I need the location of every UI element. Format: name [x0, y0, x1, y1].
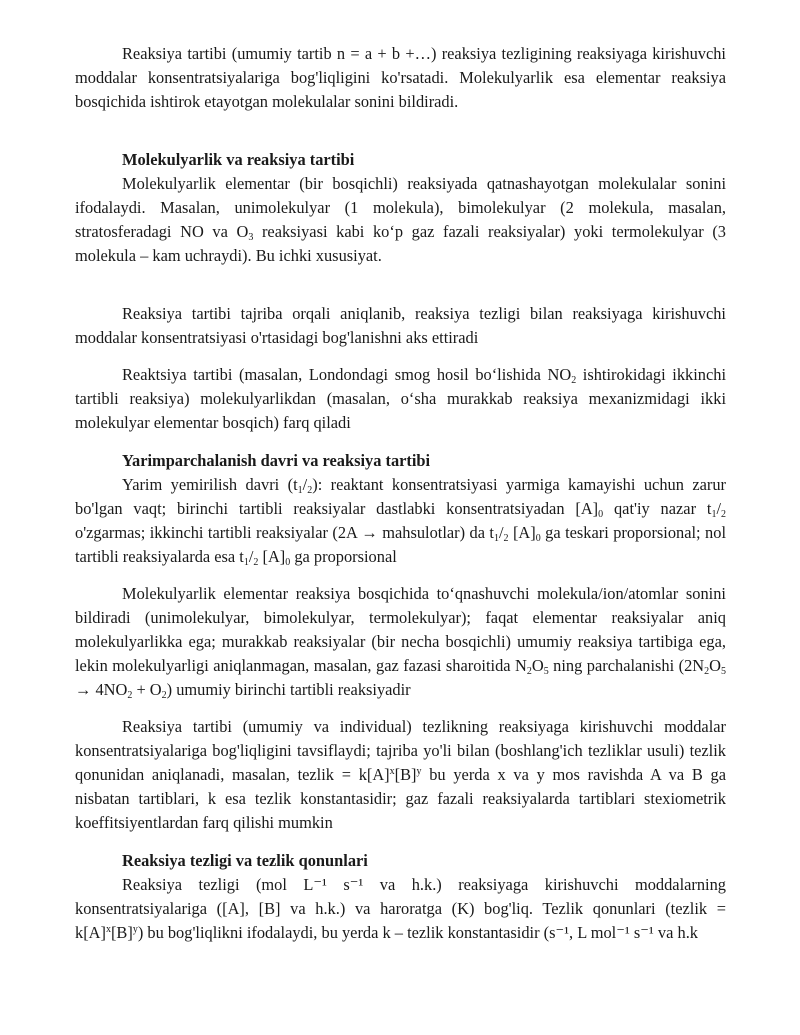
- order-experiment-paragraph: Reaksiya tartibi tajriba orqali aniqlanib, reaksiya tezligi bilan reaksiyaga kirishuvchi moddalar konsentratsiyasi o'rtasidagi bog'lanishni aks ettiradi: [75, 303, 726, 347]
- half-life-paragraph: Yarim yemirilish davri $(t_1/_2)$: reaktant konsentratsiyasi yarmiga kamayishi uchun zarur bo'lgan vaqt; birinchi tartibli reaksiyalar dastlabki konsentratsiyadan $[A]_0$ qat'iy nazar $t_1/_2$ o'zgarmas; ikkinchi tartibli reaksiyalar (2A → mahsulotlar) da $t_1/_2$ $[A]_0$ ga teskari proporsional; nol tartibli reaksiyalarda esa $t_1/_2$ $[A]_0$ ga proporsional: [75, 474, 726, 569]
- heading-rate-laws: Reaksiya tezligi va tezlik qonunlari: [122, 850, 368, 870]
- rate-law-order-paragraph: Reaksiya tartibi (umumiy va individual) tezlikning reaksiyaga kirishuvchi moddalar konsentratsiyalariga bog'liqligini tavsiflaydi; tajriba yo'li bilan (boshlang'ich tezliklar usuli) tezlik qonunidan aniqlanadi, masalan, tezlik = $k[A]^x[B]^y$ bu yerda x va y mos ravishda A va B ga nisbatan tartiblari, k esa tezlik konstantasidir; gaz fazali reaksiyalarda tartiblari stexiometrik koeffitsiyentlardan farq qilishi mumkin: [75, 716, 726, 833]
- heading-molecularity: Molekulyarlik va reaksiya tartibi: [122, 149, 355, 169]
- rate-laws-paragraph: Reaksiya tezligi (mol L⁻¹ s⁻¹ va h.k.) reaksiyaga kirishuvchi moddalarning konsentratsiyalariga ([A], [B] va h.k.) va haroratga (K) bog'liq. Tezlik qonunlari (tezlik = $k[A]^x[B]^y$) bu bog'liqlikni ifodalaydi, bu yerda k – tezlik konstantasidir (s⁻¹, L mol⁻¹ s⁻¹ va h.k: [75, 874, 726, 943]
- molecularity-paragraph: Molekulyarlik elementar (bir bosqichli) reaksiyada qatnashayotgan molekulalar sonini ifodalaydi. Masalan, unimolekulyar (1 molekula), bimolekulyar (2 molekula, masalan, stratosferadagi NO va $O_3$ reaksiyasi kabi ko‘p gaz fazali reaksiyalar) yoki termolekulyar (3 molekula – kam uchraydi). Bu ichki xususiyat.: [75, 173, 726, 266]
- heading-half-life: Yarimparchalanish davri va reaksiya tartibi: [122, 450, 431, 470]
- intro-paragraph: Reaksiya tartibi (umumiy tartib n = a + b +…) reaksiya tezligining reaksiyaga kirishuvchi moddalar konsentratsiyalariga bog'liqligini ko'rsatadi. Molekulyarlik esa elementar reaksiya bosqichida ishtirok etayotgan molekulalar sonini bildiradi.: [75, 44, 726, 112]
- document-page: [75, 42, 726, 946]
- elementary-step-paragraph: Molekulyarlik elementar reaksiya bosqichida to‘qnashuvchi molekula/ion/atomlar sonini bildiradi (unimolekulyar, bimolekulyar, termolekulyar); faqat elementar reaksiyalar aniq molekulyarlikka ega; murakkab reaksiyalar (bir necha bosqichli) umumiy reaksiya tartibiga ega, lekin molekulyarligi aniqlanmagan, masalan, gaz fazasi sharoitida $N_2O_5$ ning parchalanishi $(2N_2O_5 \to 4NO_2 + O_2)$ umumiy birinchi tartibli reaksiyadir: [75, 583, 726, 702]
- london-smog-paragraph: Reaktsiya tartibi (masalan, Londondagi smog hosil bo‘lishida $NO_2$ ishtirokidagi ikkinchi tartibli reaksiya) molekulyarlikdan (masalan, o‘sha murakkab reaksiya mexanizmidagi ikki molekulyar elementar bosqich) farq qiladi: [75, 365, 726, 433]
